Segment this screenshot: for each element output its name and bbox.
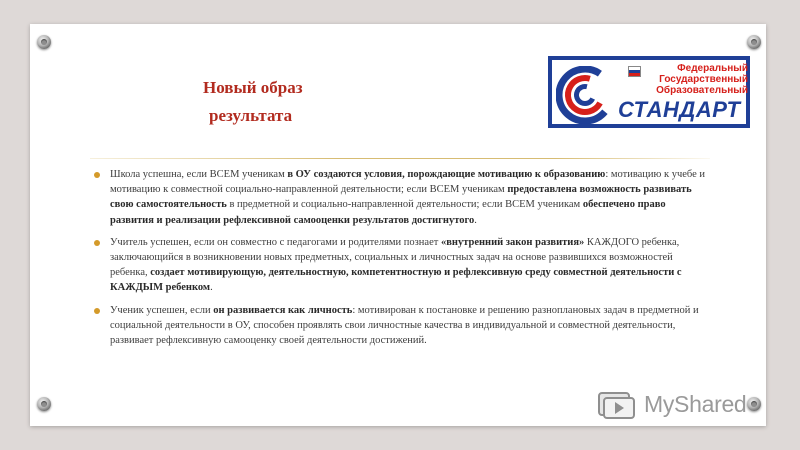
fgos-emblem-icon [556,66,618,124]
pin-top-left-icon [37,35,51,49]
slide-title [203,74,403,130]
paragraph-text: Ученик успешен, если [110,304,214,316]
logo-org-line-2: Государственный [659,74,748,85]
title-line-2: результата [209,106,293,125]
bullet-dot-icon [94,240,100,246]
paragraph-bold-text: предоставлена возможность развивать свою самостоятельность [110,184,692,211]
paragraph-text: Учитель успешен, если он совместно с педагогами и родителями познает [110,236,441,248]
paragraph-text: : мотивирован к постановке и решению разноплановых задач в предметной и социальной деятельности в ОУ, способен проявлять свои личностные качества в индивидуальной и совместной деятельности, развивает рефлексивную самооценку своей деятельности достижений. [110,304,699,347]
russian-flag-icon [628,66,641,77]
paragraph-text: . [474,214,477,226]
paragraph-text: в предметной и социально-направленной деятельности; если ВСЕМ ученикам [226,199,583,211]
slide-body [110,167,710,355]
logo-org-line-1: Федеральный [677,63,748,74]
myshared-watermark [598,390,770,422]
myshared-logo-icon [598,392,640,420]
watermark-text: MyShared [644,391,747,417]
bullet-dot-icon [94,308,100,314]
bullet-paragraph [110,167,710,228]
paragraph-bold-text: в ОУ создаются условия, порождающие мотивацию к образованию [287,169,606,180]
bullet-paragraph [110,303,710,349]
paragraph-bold-text: обеспечено право развития и реализации рефлексивной самооценки результатов достигнутого [110,199,666,226]
paragraph-bold-text: создает мотивирующую, деятельностную, компетентностную и рефлексивную среду совместной деятельности с КАЖДЫМ ребенком [110,267,682,294]
logo-organization [642,63,748,96]
paragraph-text: КАЖДОГО ребенка, заключающийся в возникновении новых предметных, социальных и личностных задач на основе развившихся возможностей ребенка, [110,236,680,279]
paragraph-text: . [210,282,213,294]
pin-bottom-left-icon [37,397,51,411]
logo-wordmark: СТАНДАРТ [618,97,741,122]
paragraph-bold-text: он развивается как личность [213,304,353,316]
paragraph-bold-text: «внутренний закон развития» [440,236,585,248]
paragraph-text: : мотивацию к учебе и мотивацию к совместной социально-направленной деятельности; если ВСЕМ ученикам [110,169,706,196]
title-divider [90,158,710,159]
pin-top-right-icon [747,35,761,49]
paragraph-text: Школа успешна, если ВСЕМ ученикам [110,169,288,180]
fgos-logo [548,56,750,128]
bullet-dot-icon [94,172,100,178]
logo-org-line-3: Образовательный [656,85,748,96]
title-line-1: Новый образ [203,78,303,97]
bullet-paragraph [110,235,710,296]
